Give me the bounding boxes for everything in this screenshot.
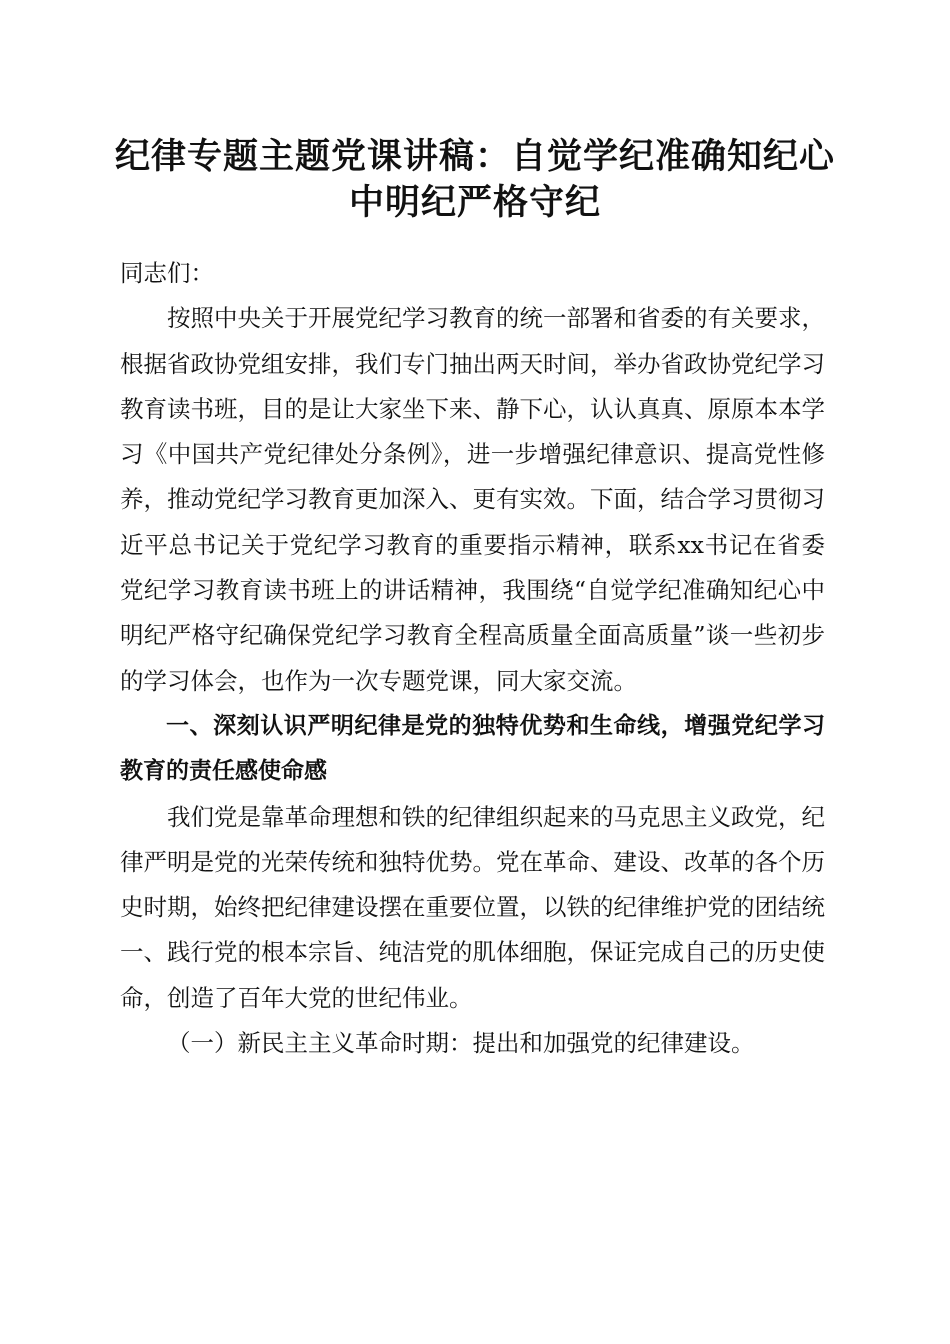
subsection-heading-1: （一）新民主主义革命时期：提出和加强党的纪律建设。 — [167, 1029, 755, 1058]
section-heading-1: 一、深刻认识严明纪律是党的独特优势和生命线，增强党纪学习教育的责任感使命感 — [120, 712, 825, 785]
section-1-paragraph: 我们党是靠革命理想和铁的纪律组织起来的马克思主义政党，纪律严明是党的光荣传统和独特优势。党在革命、建设、改革的各个历史时期，始终把纪律建设摆在重要位置，以铁的纪律维护党的团结统一、践行党的根本宗旨、纯洁党的肌体细胞，保证完成自己的历史使命，创造了百年大党的世纪伟业。 — [120, 802, 825, 1012]
document-title: 纪律专题主题党课讲稿：自觉学纪准确知纪心中明纪严格守纪 — [114, 136, 835, 223]
intro-paragraph: 按照中央关于开展党纪学习教育的统一部署和省委的有关要求，根据省政协党组安排，我们专门抽出两天时间，举办省政协党纪学习教育读书班，目的是让大家坐下来、静下心，认认真真、原原本本学习《中国共产党纪律处分条例》，进一步增强纪律意识、提高党性修养，推动党纪学习教育更加深入、更有实效。下面，结合学习贯彻习近平总书记关于党纪学习教育的重要指示精神，联系xx书记在省委党纪学习教育读书班上的讲话精神，我围绕“自觉学纪准确知纪心中明纪严格守纪确保党纪学习教育全程高质量全面高质量”谈一些初步的学习体会，也作为一次专题党课，同大家交流。 — [120, 304, 825, 695]
document-body — [120, 251, 825, 1066]
greeting: 同志们： — [120, 259, 214, 287]
